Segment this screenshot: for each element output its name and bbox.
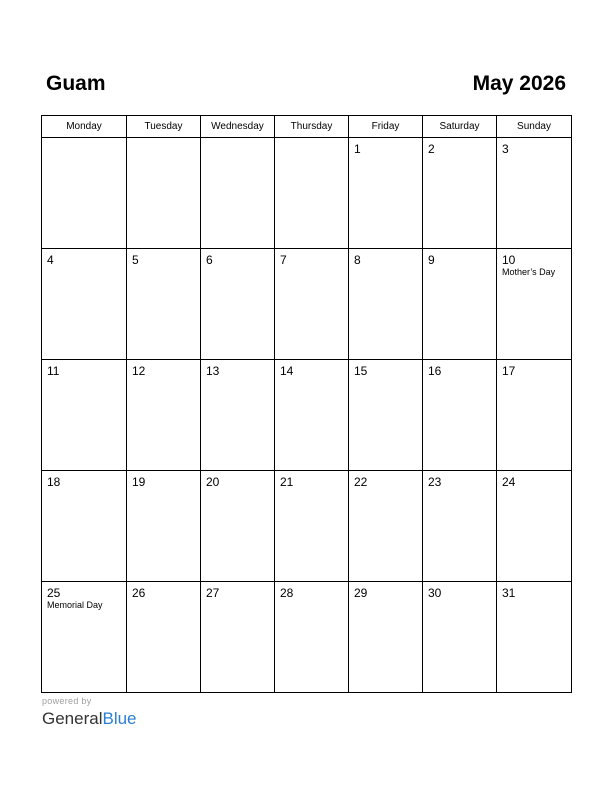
weekday-header-sunday: Sunday	[497, 116, 572, 138]
day-cell	[201, 138, 275, 249]
day-number: 15	[354, 364, 368, 378]
day-cell	[127, 471, 201, 582]
day-number: 11	[47, 364, 60, 378]
day-cell	[497, 138, 572, 249]
day-number: 23	[428, 475, 442, 489]
day-number: 4	[47, 253, 54, 267]
day-number: 30	[428, 586, 442, 600]
weekday-header-thursday: Thursday	[275, 116, 349, 138]
day-cell	[275, 471, 349, 582]
day-cell	[349, 360, 423, 471]
day-cell	[201, 249, 275, 360]
day-cell	[42, 471, 127, 582]
day-number: 17	[502, 364, 516, 378]
week-row	[42, 249, 572, 360]
day-number: 31	[502, 586, 516, 600]
day-number: 5	[132, 253, 139, 267]
day-cell	[349, 582, 423, 693]
week-row	[42, 582, 572, 693]
day-number: 28	[280, 586, 294, 600]
day-number: 29	[354, 586, 368, 600]
holiday-label: Mother’s Day	[502, 267, 556, 277]
day-cell	[42, 582, 127, 693]
day-number: 1	[354, 142, 361, 156]
day-cell	[423, 138, 497, 249]
day-number: 22	[354, 475, 368, 489]
day-cell	[349, 249, 423, 360]
day-number: 12	[132, 364, 146, 378]
day-cell	[201, 471, 275, 582]
day-cell	[497, 582, 572, 693]
calendar-month-year: May 2026	[472, 72, 566, 95]
day-number: 25	[47, 586, 61, 600]
day-cell	[127, 582, 201, 693]
day-cell	[423, 471, 497, 582]
day-number: 14	[280, 364, 294, 378]
calendar-grid	[41, 115, 572, 693]
week-row	[42, 471, 572, 582]
day-number: 3	[502, 142, 509, 156]
week-row	[42, 360, 572, 471]
day-cell	[497, 471, 572, 582]
day-cell	[275, 249, 349, 360]
day-number: 13	[206, 364, 220, 378]
day-cell	[42, 249, 127, 360]
day-number: 24	[502, 475, 516, 489]
weekday-header-tuesday: Tuesday	[127, 116, 201, 138]
calendar-region-title: Guam	[46, 72, 106, 95]
day-number: 6	[206, 253, 213, 267]
day-number: 7	[280, 253, 287, 267]
day-cell	[497, 249, 572, 360]
day-number: 20	[206, 475, 220, 489]
weekday-header-row	[42, 116, 572, 138]
day-number: 9	[428, 253, 435, 267]
weekday-header-friday: Friday	[349, 116, 423, 138]
day-cell	[349, 471, 423, 582]
day-cell	[423, 582, 497, 693]
footer-branding	[42, 696, 137, 729]
brand-name-general: General	[42, 709, 103, 728]
day-cell	[201, 582, 275, 693]
day-number: 18	[47, 475, 61, 489]
weekday-header-saturday: Saturday	[423, 116, 497, 138]
day-cell	[127, 249, 201, 360]
day-cell	[127, 360, 201, 471]
week-row	[42, 138, 572, 249]
day-cell	[275, 582, 349, 693]
day-number: 21	[280, 475, 294, 489]
day-number: 2	[428, 142, 435, 156]
weekday-header-wednesday: Wednesday	[201, 116, 275, 138]
day-cell	[275, 138, 349, 249]
day-number: 8	[354, 253, 361, 267]
powered-by-text: powered by	[42, 696, 92, 706]
day-cell	[42, 360, 127, 471]
day-cell	[423, 360, 497, 471]
day-cell	[127, 138, 201, 249]
day-cell	[349, 138, 423, 249]
day-number: 26	[132, 586, 146, 600]
day-number: 27	[206, 586, 220, 600]
brand-name-blue: Blue	[102, 709, 137, 728]
weekday-header-monday: Monday	[42, 116, 127, 138]
day-cell	[275, 360, 349, 471]
day-cell	[42, 138, 127, 249]
brand-logo[interactable]	[42, 709, 137, 729]
holiday-label: Memorial Day	[47, 600, 103, 610]
day-cell	[201, 360, 275, 471]
day-number: 10	[502, 253, 516, 267]
day-number: 19	[132, 475, 146, 489]
day-cell	[423, 249, 497, 360]
day-number: 16	[428, 364, 442, 378]
day-cell	[497, 360, 572, 471]
